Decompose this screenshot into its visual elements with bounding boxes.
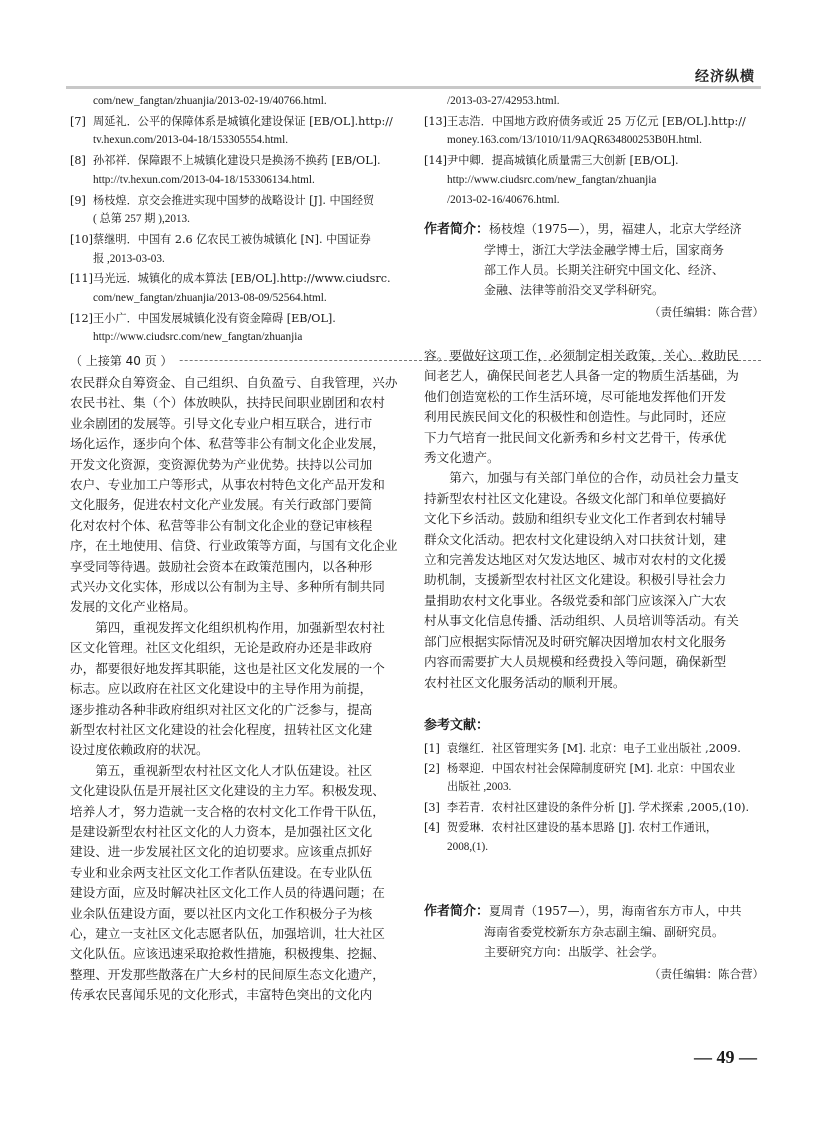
reference-number: [12]: [70, 311, 93, 325]
reference-item: [70, 191, 410, 230]
body-line: 第六，加强与有关部门单位的合作，动员社会力量支: [424, 470, 739, 486]
reference-text: ( 总第 257 期 ),2013.: [93, 213, 190, 226]
body-line: 农民群众自筹资金、自己组织、自负盈亏、自我管理，兴办: [70, 375, 398, 390]
reference-number: [13]: [424, 114, 447, 128]
reference-item: [424, 112, 764, 151]
reference-number: [7]: [70, 114, 86, 128]
body-line: 立和完善发达地区对欠发达地区、城市对农村的文化援: [424, 552, 727, 568]
body-line: 间老艺人，确保民间老艺人具备一定的物质生活基础，为: [424, 368, 739, 384]
bio-text: 金融、法律等前沿交叉学科研究。: [484, 283, 665, 297]
reference-number: [4]: [424, 820, 440, 834]
reference-text: money.163.com/13/1010/11/9AQR634800253B0H.html.: [447, 134, 702, 147]
body-line: 培养人才，努力造就一支合格的农村文化工作骨干队伍，: [70, 803, 385, 819]
body-line: 区文化管理。社区文化组织，无论是政府办还是非政府: [70, 640, 373, 656]
body-line: 享受同等待遇。鼓励社会资本在政策范围内，以各种形: [70, 558, 373, 574]
reference-text: 2008,(1).: [447, 840, 489, 853]
body-line: 秀文化遗产。: [424, 450, 500, 466]
reference-item: [70, 151, 410, 190]
body-line: 序，在土地使用、信贷、行业政策等方面，与国有文化企业: [70, 538, 398, 554]
body-line: 内容而需要扩大人员规模和经费投入等问题，确保新型: [424, 654, 727, 670]
reference-text: 贺爱琳．农村社区建设的基本思路 [J]. 农村工作通讯，: [447, 820, 718, 834]
reference-text: /2013-02-16/40676.html.: [447, 193, 560, 206]
reference-item: [70, 309, 410, 348]
reference-text: 袁继红．社区管理实务 [M]. 北京：电子工业出版社 ,2009.: [447, 742, 741, 755]
reference-text: com/new_fangtan/zhuanjia/2013-02-19/40766.html.: [93, 95, 327, 107]
body-line: 文化下乡活动。鼓励和组织专业文化工作者到农村辅导: [424, 511, 727, 527]
body-line: 群众文化活动。把农村文化建设纳入对口扶贫计划，建: [424, 531, 727, 547]
references-list: [424, 739, 764, 857]
references-top-right: [424, 92, 764, 210]
body-line: 农户、专业加工户等形式，从事农村特色文化产品开发和: [70, 477, 385, 493]
body-line: 他们创造宽松的工作生活环境，尽可能地发挥他们开发: [424, 388, 727, 404]
body-line: 发展的文化产业格局。: [70, 599, 196, 615]
bio-text: 夏周青（1957—），男，海南省东方市人，中共: [489, 904, 742, 918]
body-line: 利用民族民间文化的积极性和创造性。与此同时，还应: [424, 409, 727, 425]
reference-number: [8]: [70, 154, 86, 168]
body-line: 式兴办文化实体，形成以公有制为主导、多种所有制共同: [70, 579, 385, 595]
editor-credit: （责任编辑：陈合营）: [649, 967, 764, 981]
bio-text: 学博士，浙江大学法金融学博士后，国家商务: [484, 243, 725, 257]
reference-text: 杨枝煌．京交会推进实现中国梦的战略设计 [J]. 中国经贸: [93, 193, 375, 207]
body-line: 第五，重视新型农村社区文化人才队伍建设。社区: [70, 762, 373, 778]
reference-number: [11]: [70, 272, 93, 286]
body-line: 容。要做好这项工作，必须制定相关政策，关心、救助民: [424, 348, 739, 363]
reference-text: 马光远．城镇化的成本算法 [EB/OL].http://www.ciudsrc.: [93, 272, 391, 286]
reference-item: [424, 92, 764, 112]
body-line: 村从事文化信息传播、活动组织、人员培训等活动。有关: [424, 613, 739, 629]
body-column-left: [70, 373, 410, 1006]
body-line: 业余队伍建设方面，要以社区内文化工作积极分子为核: [70, 905, 373, 921]
reference-text: http://www.ciudsrc.com/new_fangtan/zhuanjia: [447, 173, 657, 186]
references-section: [424, 710, 764, 857]
reference-text: /2013-03-27/42953.html.: [447, 95, 560, 107]
body-line: 文化服务，促进农村文化产业发展。有关行政部门要简: [70, 497, 373, 513]
body-line: 新型农村社区文化建设的社会化程度，扭转社区文化建: [70, 721, 373, 737]
reference-text: http://www.ciudsrc.com/new_fangtan/zhuanjia: [93, 331, 303, 344]
reference-text: 王志浩．中国地方政府债务或近 25 万亿元 [EB/OL].http://: [447, 114, 746, 128]
bio-text: 主要研究方向：出版学、社会学。: [484, 945, 665, 959]
author-bio-2: [424, 901, 764, 984]
body-line: 是建设新型农村社区文化的人力资本，是加强社区文化: [70, 823, 373, 839]
reference-number: [2]: [424, 761, 440, 775]
body-line: 建设、进一步发展社区文化的迫切要求。应该重点抓好: [70, 844, 373, 860]
reference-item: [424, 818, 764, 857]
reference-item: [70, 269, 410, 308]
body-line: 化对农村个体、私营等非公有制文化企业的登记审核程: [70, 517, 373, 533]
reference-number: [10]: [70, 232, 93, 246]
body-line: 量捐助农村文化事业。各级党委和部门应该深入广大农: [424, 592, 727, 608]
reference-number: [9]: [70, 193, 86, 207]
reference-text: com/new_fangtan/zhuanjia/2013-08-09/52564.html.: [93, 292, 327, 305]
continued-from-label: （ 上接第 40 页 ）: [70, 352, 179, 369]
body-line: 标志。应以政府在社区文化建设中的主导作用为前提，: [70, 681, 373, 697]
reference-item: [70, 92, 410, 112]
body-line: 文化队伍。应该迅速采取抢救性措施，积极搜集、挖掘、: [70, 946, 385, 962]
references-title: 参考文献：: [424, 718, 490, 733]
editor-credit: （责任编辑：陈合营）: [649, 305, 764, 319]
reference-number: [3]: [424, 801, 440, 815]
body-line: 文化建设队伍是开展社区文化建设的主力军。积极发现、: [70, 783, 385, 799]
header-rule: [66, 86, 761, 89]
body-line: 建设方面，应及时解决社区文化工作人员的待遇问题；在: [70, 885, 385, 901]
reference-text: 尹中卿．提高城镇化质量需三大创新 [EB/OL].: [447, 154, 679, 168]
reference-text: 杨翠迎．中国农村社会保障制度研究 [M]. 北京：中国农业: [447, 761, 736, 775]
body-line: 专业和业余两支社区文化工作者队伍建设。在专业队伍: [70, 864, 373, 880]
body-line: 农民书社、集（个）体放映队，扶持民间职业剧团和农村: [70, 395, 385, 411]
reference-text: http://tv.hexun.com/2013-04-18/153306134.html.: [93, 173, 315, 186]
body-line: 整理、开发那些散落在广大乡村的民间原生态文化遗产，: [70, 966, 385, 982]
section-label: 经济纵横: [695, 69, 755, 85]
references-top-left: [70, 92, 410, 348]
body-line: 逐步推动各种非政府组织对社区文化的广泛参与，提高: [70, 701, 373, 717]
body-line: 第四，重视发挥文化组织机构作用，加强新型农村社: [70, 619, 385, 635]
bio-label: 作者简介：: [424, 904, 490, 919]
body-line: 传承农民喜闻乐见的文化形式，丰富特色突出的文化内: [70, 987, 373, 1003]
reference-text: 蔡继明．中国有 2.6 亿农民工被伪城镇化 [N]. 中国证券: [93, 232, 371, 246]
reference-item: [424, 151, 764, 210]
body-line: 开发文化资源，变资源优势为产业优势。扶持以公司加: [70, 456, 373, 472]
page-number: — 49 —: [694, 1047, 757, 1067]
reference-text: 王小广．中国发展城镇化没有资金障碍 [EB/OL].: [93, 311, 336, 325]
reference-number: [1]: [424, 742, 440, 755]
reference-item: [70, 230, 410, 269]
body-line: 设过度依赖政府的状况。: [70, 742, 209, 758]
body-line: 办，都要很好地发挥其职能，这也是社区文化发展的一个: [70, 660, 385, 676]
reference-number: [14]: [424, 154, 447, 168]
reference-item: [424, 798, 764, 818]
reference-text: 报 ,2013-03-03.: [93, 252, 165, 265]
reference-item: [424, 759, 764, 798]
body-line: 农村社区文化服务活动的顺利开展。: [424, 674, 626, 690]
reference-text: tv.hexun.com/2013-04-18/153305554.html.: [93, 134, 289, 147]
reference-item: [424, 739, 764, 759]
bio-text: 部工作人员。长期关注研究中国文化、经济、: [484, 263, 725, 277]
body-line: 持新型农村社区文化建设。各级文化部门和单位要搞好: [424, 490, 727, 506]
body-line: 下力气培育一批民间文化新秀和乡村文艺骨干，传承优: [424, 429, 727, 445]
body-line: 业余剧团的发展等。引导文化专业户相互联合，进行市: [70, 415, 373, 431]
body-line: 部门应根据实际情况及时研究解决因增加农村文化服务: [424, 633, 727, 649]
body-line: 场化运作，逐步向个体、私营等非公有制文化企业发展，: [70, 436, 385, 452]
body-column-right: [424, 346, 764, 693]
body-line: 助机制，支援新型农村社区文化建设。积极引导社会力: [424, 572, 727, 588]
body-line: 心，建立一支社区文化志愿者队伍，加强培训，壮大社区: [70, 925, 385, 941]
bio-text: 海南省委党校新东方杂志副主编、副研究员。: [484, 925, 725, 939]
reference-text: 孙祁祥．保障跟不上城镇化建设只是换汤不换药 [EB/OL].: [93, 154, 381, 168]
reference-text: 李若青．农村社区建设的条件分析 [J]. 学术探索 ,2005,(10).: [447, 801, 750, 815]
reference-item: [70, 112, 410, 151]
author-bio-1: [424, 219, 764, 322]
reference-text: 周延礼．公平的保障体系是城镇化建设保证 [EB/OL].http://: [93, 114, 393, 128]
reference-text: 出版社 ,2003.: [447, 781, 512, 794]
bio-text: 杨枝煌（1975—），男，福建人，北京大学经济: [489, 222, 742, 236]
bio-label: 作者简介：: [424, 222, 490, 237]
